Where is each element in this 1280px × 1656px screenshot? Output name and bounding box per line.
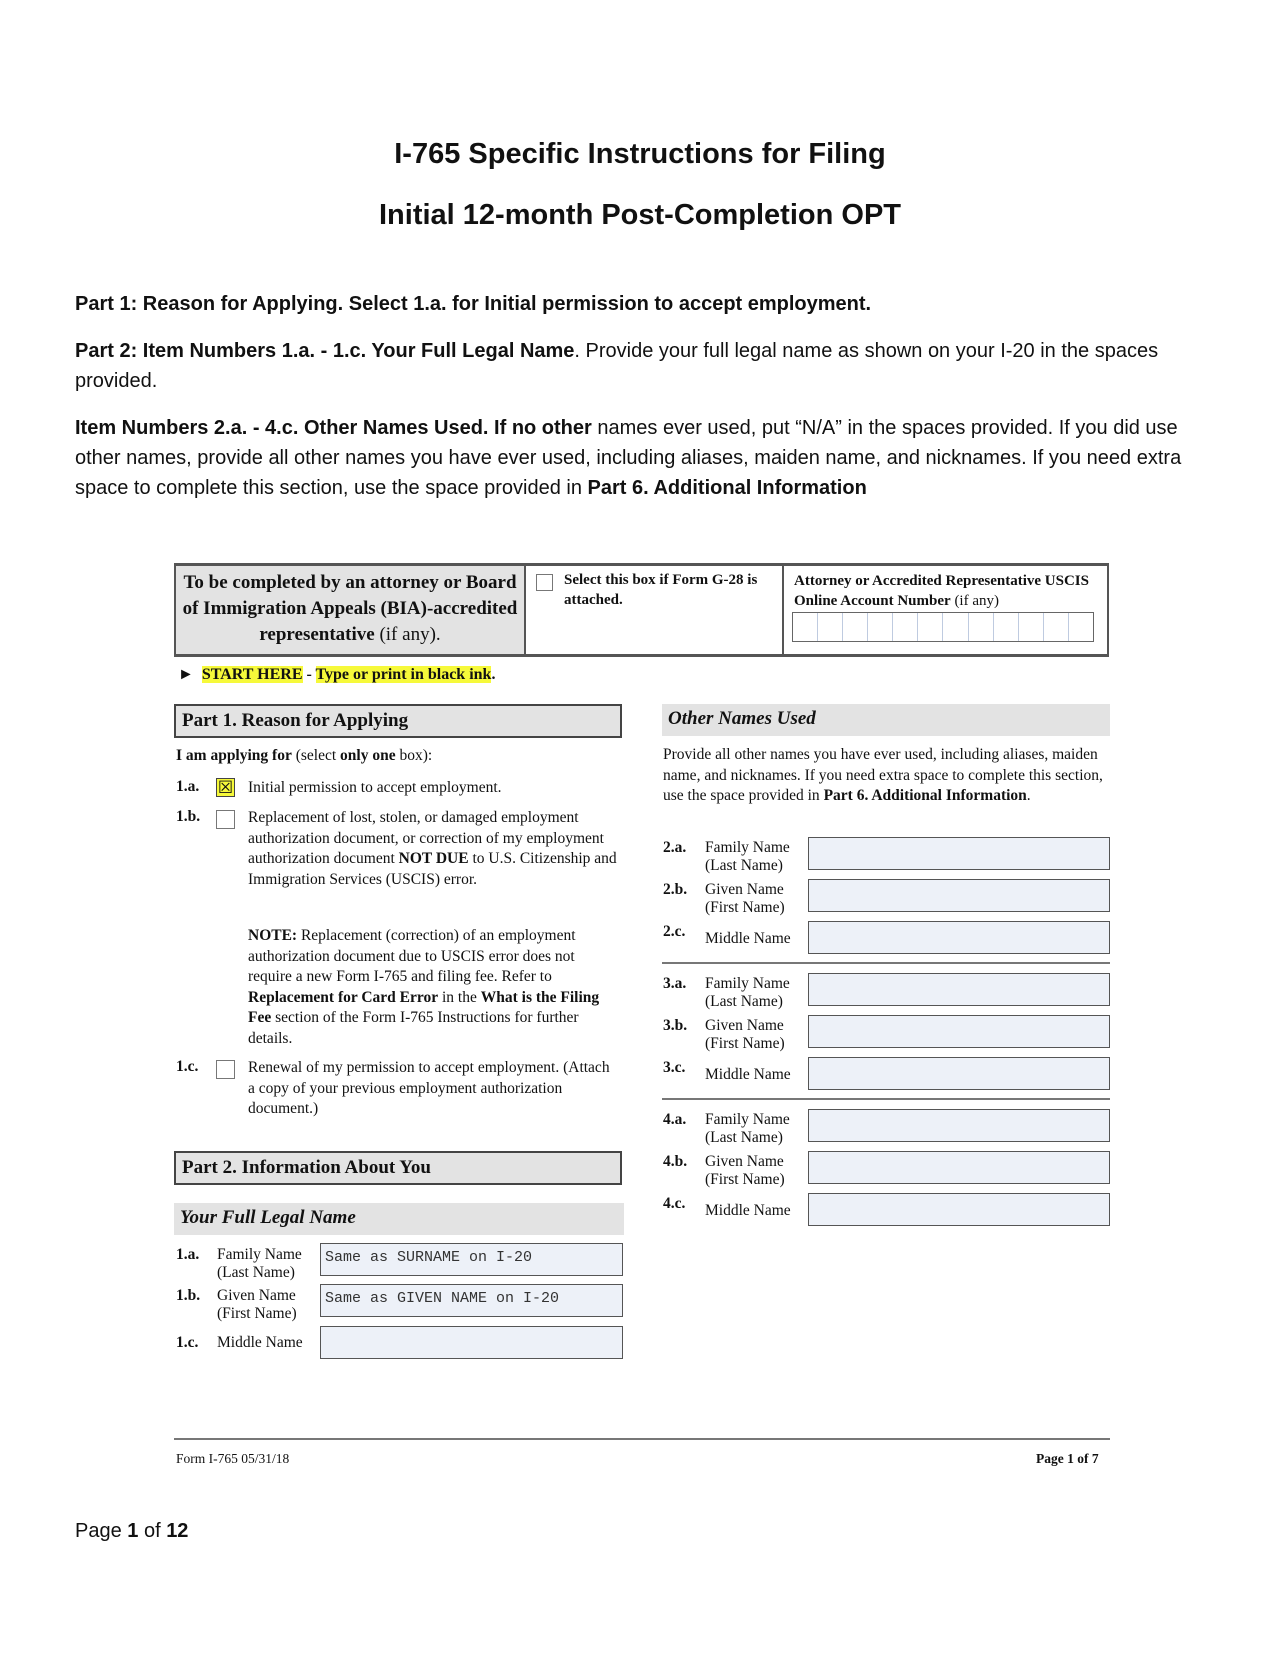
legal-1a-label: Family Name (Last Name) <box>217 1246 302 1281</box>
item-1b-not-due: NOT DUE <box>398 850 469 867</box>
other-names-desc-ref: Part 6. Additional Information <box>823 787 1027 804</box>
legal-1a-number: 1.a. <box>176 1246 200 1263</box>
legal-1b-number: 1.b. <box>176 1287 201 1304</box>
other-names-desc-text: Provide all other names you have ever used, including aliases, maiden name, and nicknames. If you need extra space to complete this section, use the space provided in <box>663 746 1103 804</box>
instruction-other-names-ref: Part 6. Additional Information <box>587 477 867 499</box>
doc-subtitle: Initial 12-month Post-Completion OPT <box>379 199 901 231</box>
item-1c-label: Renewal of my permission to accept employment. (Attach a copy of your previous employment authorization document.) <box>248 1059 610 1117</box>
other-name-number: 4.b. <box>663 1153 688 1170</box>
legal-1b-label: Given Name (First Name) <box>217 1287 297 1322</box>
doc-title: I-765 Specific Instructions for Filing <box>394 138 886 170</box>
other-name-field[interactable] <box>808 1193 1110 1226</box>
start-here-label: START HERE <box>201 666 303 683</box>
attorney-completion-if-any: (if any). <box>374 624 441 645</box>
g28-cell <box>526 566 784 654</box>
item-1a-label: Initial permission to accept employment. <box>248 779 502 796</box>
start-period: . <box>491 666 496 683</box>
page-label-mid: of <box>138 1520 167 1542</box>
g28-checkbox[interactable] <box>536 574 553 591</box>
other-name-field[interactable] <box>808 973 1110 1006</box>
instruction-part1-text: Part 1: Reason for Applying. Select 1.a. for Initial permission to accept employment. <box>75 293 872 315</box>
part2-header: Part 2. Information About You <box>174 1151 622 1185</box>
account-number-label-text: Attorney or Accredited Representative USCIS Online Account Number <box>794 573 1089 609</box>
form-footer-rule <box>174 1438 1110 1440</box>
page-number <box>75 1520 188 1543</box>
start-here-line <box>178 666 495 684</box>
page-current: 1 <box>127 1520 139 1542</box>
other-names-desc <box>663 745 1111 807</box>
other-name-label: Family Name (Last Name) <box>705 975 790 1010</box>
other-name-number: 2.c. <box>663 923 686 940</box>
account-number-if-any: (if any) <box>950 593 999 609</box>
instruction-other-names-heading: Item Numbers 2.a. - 4.c. Other Names Used. If no other <box>75 417 592 439</box>
other-name-field[interactable] <box>808 1057 1110 1090</box>
item-1b-number: 1.b. <box>176 808 201 825</box>
item-1a-number: 1.a. <box>176 778 200 795</box>
start-arrow-icon: ► <box>178 666 194 683</box>
other-name-field[interactable] <box>808 837 1110 870</box>
part1-header: Part 1. Reason for Applying <box>174 704 622 738</box>
other-name-number: 2.b. <box>663 881 688 898</box>
other-names-header: Other Names Used <box>662 704 1110 736</box>
instruction-part2-text: . Provide your full legal name as shown on your I-20 in the spaces provided. <box>75 340 1159 392</box>
other-names-desc-end: . <box>1026 787 1031 804</box>
other-name-field[interactable] <box>808 879 1110 912</box>
attorney-completion-text: To be completed by an attorney or Board of Immigration Appeals (BIA)-accredited representative <box>182 572 518 645</box>
group-divider <box>662 962 1110 964</box>
applying-for-label: I am applying for <box>176 747 292 764</box>
other-name-number: 3.c. <box>663 1059 686 1076</box>
form-footer-left: Form I-765 05/31/18 <box>176 1451 290 1466</box>
other-name-label: Middle Name <box>705 930 791 947</box>
g28-label: Select this box if Form G-28 is attached. <box>564 572 758 608</box>
note-ref-card-error: Replacement for Card Error <box>248 988 439 1006</box>
other-name-field[interactable] <box>808 1109 1110 1142</box>
attorney-header-box <box>174 563 1109 657</box>
other-name-label: Family Name (Last Name) <box>705 1111 790 1146</box>
item-1b-checkbox[interactable] <box>216 810 235 829</box>
account-number-cell <box>784 566 1109 654</box>
note-text-c: section of the Form I-765 Instructions for further details. <box>248 1009 579 1047</box>
other-name-label: Given Name (First Name) <box>705 881 785 916</box>
item-1b-text-b: to U.S. Citizenship and Immigration Services (USCIS) error. <box>248 850 617 888</box>
note-text-a: Replacement (correction) of an employment authorization document due to USCIS error does not require a new Form I-765 and filing fee. Refer to <box>248 927 576 985</box>
applying-for-rest-b: box): <box>395 747 433 764</box>
item-1a-checkbox[interactable]: ☒ <box>217 778 234 797</box>
family-name-field[interactable]: Same as SURNAME on I-20 <box>320 1243 623 1276</box>
applying-for-only: only one <box>340 747 396 764</box>
item-1b-text-a: Replacement of lost, stolen, or damaged employment authorization document, or correction of my employment authorization document <box>248 809 604 867</box>
legal-1c-number: 1.c. <box>176 1334 199 1351</box>
instruction-other-names <box>75 413 1215 503</box>
applying-for-rest-a: (select <box>291 747 341 764</box>
other-name-field[interactable] <box>808 1015 1110 1048</box>
legal-1c-label: Middle Name <box>217 1334 303 1351</box>
account-number-field[interactable] <box>792 612 1094 642</box>
given-name-field[interactable]: Same as GIVEN NAME on I-20 <box>320 1284 623 1317</box>
item-1c-number: 1.c. <box>176 1058 199 1075</box>
other-name-field[interactable] <box>808 921 1110 954</box>
account-number-label <box>794 566 1107 611</box>
item-1c-checkbox[interactable] <box>216 1060 235 1079</box>
other-name-number: 2.a. <box>663 839 687 856</box>
form-footer-right: Page 1 of 7 <box>1036 1451 1099 1466</box>
instruction-part2-heading: Part 2: Item Numbers 1.a. - 1.c. Your Full Legal Name <box>75 340 575 362</box>
attorney-completion-cell <box>174 566 526 654</box>
page-total: 12 <box>166 1520 189 1542</box>
other-name-label: Given Name (First Name) <box>705 1017 785 1052</box>
full-legal-name-header: Your Full Legal Name <box>174 1203 624 1235</box>
other-name-number: 3.b. <box>663 1017 688 1034</box>
note-ref-filing-fee: What is the Filing Fee <box>248 988 600 1026</box>
middle-name-field[interactable] <box>320 1326 623 1359</box>
instruction-other-names-text: names ever used, put “N/A” in the spaces provided. If you did use other names, provide all other names you have ever used, including aliases, maiden name, and nicknames. If you need extra space to complete this section, use the space provided in <box>75 417 1182 499</box>
group-divider <box>662 1098 1110 1100</box>
instruction-part2 <box>75 336 1215 396</box>
page-label-pre: Page <box>75 1520 128 1542</box>
instruction-part1 <box>75 289 1215 319</box>
note-label: NOTE: <box>248 927 298 944</box>
other-name-number: 3.a. <box>663 975 687 992</box>
note-block <box>248 926 622 1049</box>
other-name-label: Family Name (Last Name) <box>705 839 790 874</box>
other-name-label: Given Name (First Name) <box>705 1153 785 1188</box>
other-name-number: 4.a. <box>663 1111 687 1128</box>
other-name-number: 4.c. <box>663 1195 686 1212</box>
start-instruction: Type or print in black ink <box>315 666 492 683</box>
other-name-label: Middle Name <box>705 1202 791 1219</box>
start-dash: - <box>302 666 316 683</box>
other-name-label: Middle Name <box>705 1066 791 1083</box>
item-1b-label <box>248 808 622 890</box>
other-name-field[interactable] <box>808 1151 1110 1184</box>
note-text-b: in the <box>438 988 481 1006</box>
applying-for-line <box>176 746 616 767</box>
